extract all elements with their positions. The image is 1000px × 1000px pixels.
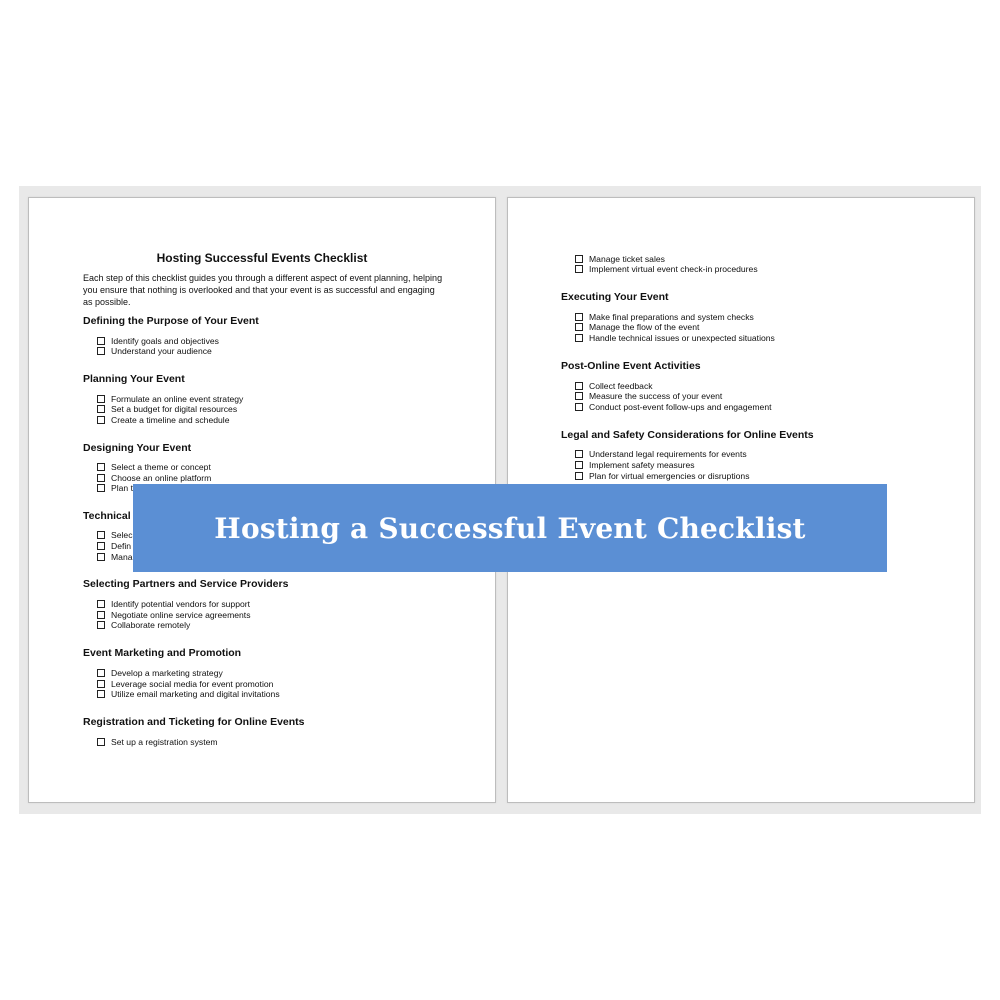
checkbox[interactable] xyxy=(97,690,105,698)
checkbox[interactable] xyxy=(575,265,583,273)
checkbox[interactable] xyxy=(575,392,583,400)
checklist-item-label: Develop a marketing strategy xyxy=(111,668,223,678)
section-heading: Event Marketing and Promotion xyxy=(83,647,242,659)
checklist-item[interactable] xyxy=(97,689,280,699)
checkbox[interactable] xyxy=(575,461,583,469)
section-heading: Registration and Ticketing for Online Events xyxy=(83,716,305,728)
checklist-item[interactable] xyxy=(97,620,190,630)
checklist-item[interactable] xyxy=(575,460,695,470)
checkbox[interactable] xyxy=(97,463,105,471)
checklist-item-label: Collaborate remotely xyxy=(111,620,191,630)
checkbox[interactable] xyxy=(97,669,105,677)
checklist-item[interactable] xyxy=(575,471,750,481)
checkbox[interactable] xyxy=(575,450,583,458)
checklist-item-label: Plan t xyxy=(111,483,133,493)
checklist-item[interactable] xyxy=(97,415,229,425)
checklist-item[interactable] xyxy=(97,404,237,414)
checklist-item-label: Select a theme or concept xyxy=(111,462,211,472)
checklist-item[interactable] xyxy=(97,530,133,540)
checklist-item-label: Defin xyxy=(111,541,132,551)
section-heading: Designing Your Event xyxy=(83,442,192,454)
checklist-item[interactable] xyxy=(97,346,212,356)
checkbox[interactable] xyxy=(97,474,105,482)
banner-title: Hosting a Successful Event Checklist xyxy=(214,511,806,545)
checkbox[interactable] xyxy=(97,337,105,345)
section-heading: Selecting Partners and Service Providers xyxy=(83,578,289,590)
section-heading: Defining the Purpose of Your Event xyxy=(83,315,259,327)
checklist-item-label: Formulate an online event strategy xyxy=(111,394,244,404)
checklist-item[interactable] xyxy=(575,312,754,322)
checklist-item-label: Implement safety measures xyxy=(589,460,695,470)
checklist-item[interactable] xyxy=(97,394,243,404)
checklist-item[interactable] xyxy=(575,391,722,401)
checklist-item[interactable] xyxy=(97,336,219,346)
checklist-item-label: Measure the success of your event xyxy=(589,391,723,401)
checklist-item-label: Conduct post-event follow-ups and engagement xyxy=(589,402,772,412)
checklist-item-label: Mana xyxy=(111,552,133,562)
checklist-item[interactable] xyxy=(575,402,772,412)
checklist-item-label: Manage the flow of the event xyxy=(589,322,700,332)
checkbox[interactable] xyxy=(97,553,105,561)
checklist-item[interactable] xyxy=(575,381,653,391)
checklist-item-label: Plan for virtual emergencies or disruptions xyxy=(589,471,750,481)
checkbox[interactable] xyxy=(97,395,105,403)
checkbox[interactable] xyxy=(575,313,583,321)
checklist-item-label: Identify potential vendors for support xyxy=(111,599,251,609)
checklist-item-label: Negotiate online service agreements xyxy=(111,610,251,620)
section-heading: Post-Online Event Activities xyxy=(561,360,701,372)
checkbox[interactable] xyxy=(97,611,105,619)
checklist-item-label: Create a timeline and schedule xyxy=(111,415,230,425)
checkbox[interactable] xyxy=(97,347,105,355)
checklist-item[interactable] xyxy=(97,541,131,551)
checkbox[interactable] xyxy=(97,416,105,424)
checklist-item[interactable] xyxy=(97,610,251,620)
section-heading: Executing Your Event xyxy=(561,291,669,303)
checklist-item-label: Handle technical issues or unexpected situations xyxy=(589,333,775,343)
checkbox[interactable] xyxy=(575,323,583,331)
checkbox[interactable] xyxy=(575,472,583,480)
checkbox[interactable] xyxy=(97,484,105,492)
checklist-item[interactable] xyxy=(97,679,273,689)
checklist-item[interactable] xyxy=(97,462,211,472)
checklist-item-label: Collect feedback xyxy=(589,381,653,391)
section-heading: Legal and Safety Considerations for Online Events xyxy=(561,429,814,441)
checkbox[interactable] xyxy=(97,621,105,629)
checklist-item-label: Set a budget for digital resources xyxy=(111,404,238,414)
section-heading: Planning Your Event xyxy=(83,373,185,385)
checklist-item[interactable] xyxy=(575,449,747,459)
checklist-item[interactable] xyxy=(97,473,211,483)
section-heading: Technical xyxy=(83,510,131,522)
checkbox[interactable] xyxy=(575,255,583,263)
checklist-item-label: Choose an online platform xyxy=(111,473,212,483)
checklist-item-label: Manage ticket sales xyxy=(589,254,665,264)
checklist-item[interactable] xyxy=(97,552,133,562)
checklist-item[interactable] xyxy=(575,333,775,343)
checklist-item-label: Utilize email marketing and digital invitations xyxy=(111,689,280,699)
checkbox[interactable] xyxy=(97,405,105,413)
checklist-item-label: Selec xyxy=(111,530,133,540)
checklist-item-label: Leverage social media for event promotion xyxy=(111,679,274,689)
checklist-item[interactable] xyxy=(575,254,665,264)
checkbox[interactable] xyxy=(575,382,583,390)
checkbox[interactable] xyxy=(575,403,583,411)
checkbox[interactable] xyxy=(97,542,105,550)
checklist-item[interactable] xyxy=(97,483,133,493)
checklist-item-label: Identify goals and objectives xyxy=(111,336,219,346)
intro-paragraph: Each step of this checklist guides you through a different aspect of event planning, helping you ensure that nothing is overlooked and that your event is as successful and engaging as possible. xyxy=(83,273,443,307)
title-banner xyxy=(133,484,887,572)
checklist-item[interactable] xyxy=(575,264,758,274)
checklist-item[interactable] xyxy=(97,668,223,678)
checklist-item-label: Understand your audience xyxy=(111,346,212,356)
checkbox[interactable] xyxy=(97,680,105,688)
checklist-item[interactable] xyxy=(575,322,699,332)
checklist-item-label: Implement virtual event check-in procedures xyxy=(589,264,758,274)
checkbox[interactable] xyxy=(97,531,105,539)
checklist-item[interactable] xyxy=(97,737,218,747)
document-title: Hosting Successful Events Checklist xyxy=(156,251,368,265)
checklist-item-label: Understand legal requirements for events xyxy=(589,449,747,459)
checkbox[interactable] xyxy=(97,738,105,746)
checkbox[interactable] xyxy=(575,334,583,342)
checkbox[interactable] xyxy=(97,600,105,608)
checklist-item-label: Set up a registration system xyxy=(111,737,218,747)
checklist-item[interactable] xyxy=(97,599,250,609)
checklist-item-label: Make final preparations and system checks xyxy=(589,312,754,322)
